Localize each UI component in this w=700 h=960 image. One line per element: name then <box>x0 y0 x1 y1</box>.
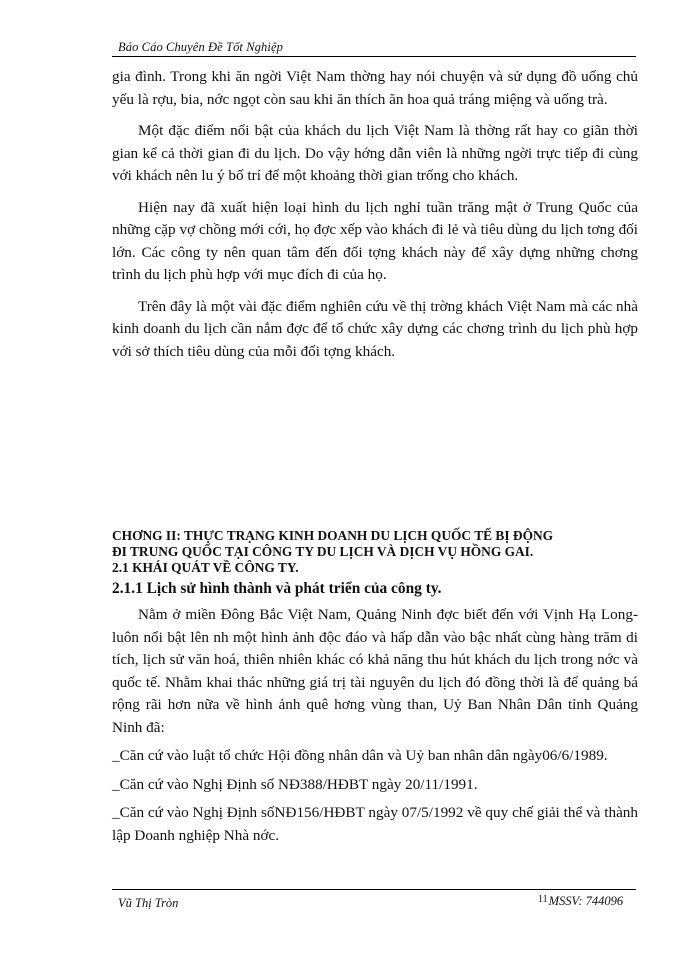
chapter-heading <box>112 528 638 576</box>
paragraph-2: Một đặc điểm nổi bật của khách du lịch Việt Nam là thờng rất hay co giãn thời gian kể cả thời gian đi du lịch. Do vậy hớng dẫn viên là những ngời trực tiếp đi cùng với khách nên lu ý bố trí để một khoảng thời gian trống cho khách. <box>112 122 638 184</box>
section-title: 2.1 KHÁI QUÁT VỀ CÔNG TY. <box>112 560 299 575</box>
student-id: MSSV: 744096 <box>548 894 624 908</box>
paragraph-5: Nằm ở miền Đông Bắc Việt Nam, Quảng Ninh đợc biết đến với Vịnh Hạ Long- luôn nổi bật lên nh một hình ảnh độc đáo và hấp dẫn vào bậc nhất cùng hàng trăm di tích, lịch sử văn hoá, thiên nhiên khác có khả năng thu hút khách du lịch trong nớc và quốc tế. Nhằm khai thác những giá trị tài nguyên du lịch đó đồng thời là để quảng bá rộng rãi hơn nữa về hình ảnh quê hơng vùng than, Uỷ Ban Nhân Dân tỉnh Quảng Ninh đã: <box>112 606 638 736</box>
paragraph-3: Hiện nay đã xuất hiện loại hình du lịch nghỉ tuần trăng mật ở Trung Quốc của những cặp vợ chồng mới cới, họ đợc xếp vào khách đi lẻ và tiêu dùng du lịch tơng đối lớn. Các công ty nên quan tâm đến đối tợng khách này để xây dựng những chơng trình du lịch phù hợp với mục đích đi của họ. <box>112 198 638 283</box>
footer-author: Vũ Thị Tròn <box>118 896 179 910</box>
footer-divider <box>112 889 636 890</box>
lower-body <box>112 604 638 853</box>
header-divider <box>112 56 636 57</box>
chapter-title-line-1: CHƠNG II: THỰC TRẠNG KINH DOANH DU LỊCH QUỐC TẾ BỊ ĐỘNG <box>112 528 554 543</box>
list-item-1: _Căn cứ vào luật tổ chức Hội đồng nhân dân và Uỷ ban nhân dân ngày06/6/1989. <box>112 747 608 764</box>
footer-right <box>538 894 623 909</box>
list-item-3: _Căn cứ vào Nghị Định sốNĐ156/HĐBT ngày 07/5/1992 về quy chế giải thể và thành lập Doanh nghiệp Nhà nớc. <box>112 804 638 844</box>
subsection-title: 2.1.1 Lịch sử hình thành và phát triển của công ty. <box>112 580 442 597</box>
paragraph-4: Trên đây là một vài đặc điểm nghiên cứu về thị trờng khách Việt Nam mà các nhà kinh doanh du lịch cần nắm đợc để tổ chức xây dựng các chơng trình du lịch phù hợp với sở thích tiêu dùng của mỗi đối tợng khách. <box>112 297 638 360</box>
list-item-2: _Căn cứ vào Nghị Định số NĐ388/HĐBT ngày 20/11/1991. <box>112 775 478 793</box>
page-number: 11 <box>538 894 548 905</box>
upper-body <box>112 66 638 372</box>
paragraph-1: gia đình. Trong khi ăn ngời Việt Nam thờng hay nói chuyện và sử dụng đồ uống chủ yếu là rợu, bia, nớc ngọt còn sau khi ăn thích ăn hoa quả tráng miệng và uống trà. <box>112 68 638 108</box>
header-title: Báo Cáo Chuyên Đề Tốt Nghiệp <box>118 40 283 54</box>
chapter-title-line-2: ĐI TRUNG QUỐC TẠI CÔNG TY DU LỊCH VÀ DỊCH VỤ HỒNG GAI. <box>112 544 534 559</box>
